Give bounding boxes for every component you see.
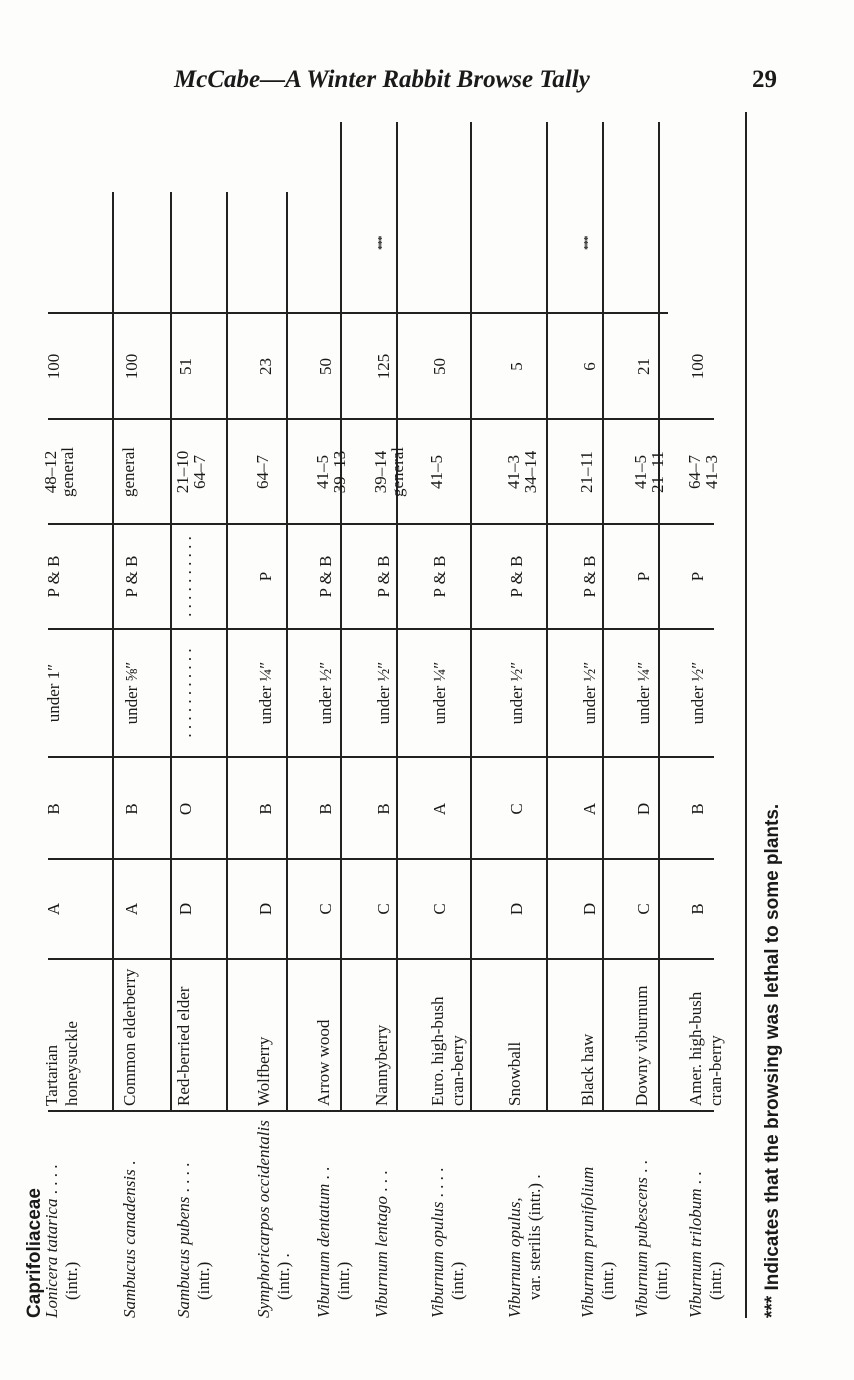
stem-size: under ¼″: [634, 661, 653, 725]
part-browsed: P & B: [430, 555, 449, 598]
class-b-column: A: [580, 802, 599, 816]
locality: 41–3 34–14: [504, 450, 540, 494]
locality: 39–14 general: [371, 446, 407, 498]
species-name: [686, 1116, 726, 1318]
locality: 21–11: [577, 451, 596, 493]
common-name: Nannyberry: [372, 1024, 391, 1106]
column-rule: [48, 312, 668, 314]
count: 50: [316, 358, 335, 375]
row-rule: [470, 122, 472, 1112]
locality: 64–7 41–3: [685, 455, 721, 489]
row-rule: [602, 122, 604, 1112]
class-a-column: C: [430, 903, 449, 915]
column-rule: [48, 628, 714, 630]
count: 100: [688, 353, 707, 380]
scientific-name: Viburnum trilobum: [686, 1188, 705, 1318]
stem-size: under ½″: [507, 661, 526, 725]
count: 51: [176, 358, 195, 375]
part-browsed: P & B: [580, 555, 599, 598]
class-b-column: C: [507, 803, 526, 815]
part-browsed: P & B: [44, 555, 63, 598]
column-rule: [48, 958, 714, 960]
class-a-column: A: [44, 902, 63, 916]
row-rule: [658, 122, 660, 1112]
species-name: [632, 1116, 672, 1318]
common-name: Black haw: [578, 1033, 597, 1106]
part-browsed: P & B: [374, 555, 393, 598]
species-name: [254, 1116, 294, 1318]
species-name: [372, 1116, 392, 1318]
column-rule: [48, 418, 714, 420]
locality: 41–5: [427, 455, 446, 489]
count: 5: [507, 362, 526, 371]
column-rule: [48, 523, 714, 525]
locality: 41–5 21–11: [631, 451, 667, 493]
count: 100: [44, 353, 63, 380]
stem-size: under ½″: [580, 661, 599, 725]
class-b-column: O: [176, 802, 195, 816]
common-name: Common elderberry: [120, 968, 139, 1106]
leader-dots: . .: [632, 1160, 651, 1178]
stem-size: under ½″: [374, 661, 393, 725]
count: 100: [122, 353, 141, 380]
scientific-name: Lonicera tatarica: [42, 1198, 61, 1318]
common-name: Arrow wood: [314, 1019, 333, 1106]
introduced-note: (intr.): [62, 1261, 81, 1300]
class-b-column: B: [256, 803, 275, 815]
stem-size: under ¼″: [430, 661, 449, 725]
class-b-column: B: [374, 803, 393, 815]
stem-size: . . . . . . . . . . .: [176, 648, 195, 738]
part-browsed: P: [256, 571, 275, 582]
introduced-note: (intr.): [194, 1261, 213, 1300]
class-a-column: B: [688, 903, 707, 915]
count: 21: [634, 358, 653, 375]
class-b-column: B: [44, 803, 63, 815]
table-right-edge: [745, 114, 747, 314]
class-a-column: C: [374, 903, 393, 915]
part-browsed: . . . . . . . . . .: [176, 536, 195, 617]
locality: 21–10 64–7: [173, 450, 209, 494]
locality: general: [119, 446, 138, 498]
scientific-name: Symphoricarpos occidentalis: [254, 1120, 273, 1318]
species-name: [578, 1116, 618, 1318]
class-a-column: D: [580, 902, 599, 916]
locality: 48–12 general: [41, 446, 77, 498]
row-rule: [286, 192, 288, 1112]
row-rule: [226, 192, 228, 1112]
scientific-name: Viburnum dentatum: [314, 1183, 333, 1318]
class-b-column: A: [430, 802, 449, 816]
row-rule: [170, 192, 172, 1112]
scientific-name: Sambucus pubens: [174, 1196, 193, 1318]
stem-size: under ½″: [688, 661, 707, 725]
column-rule: [48, 858, 714, 860]
lethal-mark: ***: [582, 236, 594, 250]
part-browsed: P & B: [316, 555, 335, 598]
class-b-column: B: [122, 803, 141, 815]
part-browsed: P: [688, 571, 707, 582]
part-browsed: P & B: [507, 555, 526, 598]
leader-dots: . . . .: [42, 1164, 61, 1199]
leader-dots: .: [120, 1160, 139, 1170]
count: 6: [580, 362, 599, 371]
class-a-column: C: [316, 903, 335, 915]
class-a-column: D: [507, 902, 526, 916]
scientific-name: Viburnum prunifolium: [578, 1166, 597, 1318]
page-number: 29: [752, 66, 777, 93]
stem-size: under ⅝″: [122, 661, 141, 725]
class-b-column: B: [688, 803, 707, 815]
column-rule: [48, 1110, 714, 1112]
lethal-mark: ***: [376, 236, 388, 250]
introduced-note: (intr.) .: [274, 1253, 293, 1300]
footnote: *** Indicates that the browsing was lethal to some plants.: [762, 803, 783, 1318]
leader-dots: . .: [314, 1166, 333, 1184]
scientific-name: Viburnum lentago: [372, 1196, 391, 1318]
scientific-name: Viburnum pubescens: [632, 1177, 651, 1318]
count: 50: [430, 358, 449, 375]
scientific-name: Sambucus canadensis: [120, 1169, 139, 1318]
introduced-note: (intr.): [652, 1261, 671, 1300]
introduced-note: (intr.): [706, 1261, 725, 1300]
part-browsed: P: [634, 571, 653, 582]
common-name: Wolfberry: [254, 1036, 273, 1106]
locality: 64–7: [253, 455, 272, 489]
class-a-column: A: [122, 902, 141, 916]
leader-dots: . .: [686, 1171, 705, 1189]
running-head: McCabe—A Winter Rabbit Browse Tally: [174, 66, 590, 93]
stem-size: under ¼″: [256, 661, 275, 725]
class-a-column: D: [176, 902, 195, 916]
column-rule: [48, 756, 714, 758]
row-rule: [340, 122, 342, 1112]
introduced-note: (intr.): [448, 1261, 467, 1300]
part-browsed: P & B: [122, 555, 141, 598]
common-name: Amer. high-bush cran-berry: [686, 991, 725, 1106]
species-name: [174, 1116, 214, 1318]
common-name: Downy viburnum: [632, 985, 651, 1106]
introduced-note: var. sterilis (intr.) .: [525, 1174, 544, 1300]
class-a-column: D: [256, 902, 275, 916]
count: 125: [374, 353, 393, 380]
species-name: [505, 1116, 545, 1318]
leader-dots: . . . .: [174, 1162, 193, 1197]
species-name: [428, 1116, 468, 1318]
row-rule: [396, 122, 398, 1112]
class-b-column: D: [634, 802, 653, 816]
leader-dots: . . .: [372, 1170, 391, 1197]
row-rule: [112, 192, 114, 1112]
class-a-column: C: [634, 903, 653, 915]
common-name: Snowball: [505, 1041, 524, 1106]
common-name: Euro. high-bush cran-berry: [428, 996, 467, 1106]
family-heading: Caprifoliaceae: [24, 1188, 45, 1318]
locality: 41–5 39–13: [313, 450, 349, 494]
scientific-name: Viburnum opulus,: [505, 1197, 524, 1318]
count: 23: [256, 358, 275, 375]
common-name: Tartarian honeysuckle: [42, 1021, 81, 1106]
species-name: [314, 1116, 354, 1318]
species-name: [42, 1116, 82, 1318]
class-b-column: B: [316, 803, 335, 815]
stem-size: under ½″: [316, 661, 335, 725]
stem-size: under 1″: [44, 663, 63, 723]
species-name: [120, 1116, 140, 1318]
introduced-note: (intr.): [334, 1261, 353, 1300]
scientific-name: Viburnum opulus: [428, 1201, 447, 1318]
common-name: Red-berried elder: [174, 986, 193, 1106]
row-rule: [546, 122, 548, 1112]
leader-dots: . . . .: [428, 1167, 447, 1202]
introduced-note: (intr.): [598, 1261, 617, 1300]
